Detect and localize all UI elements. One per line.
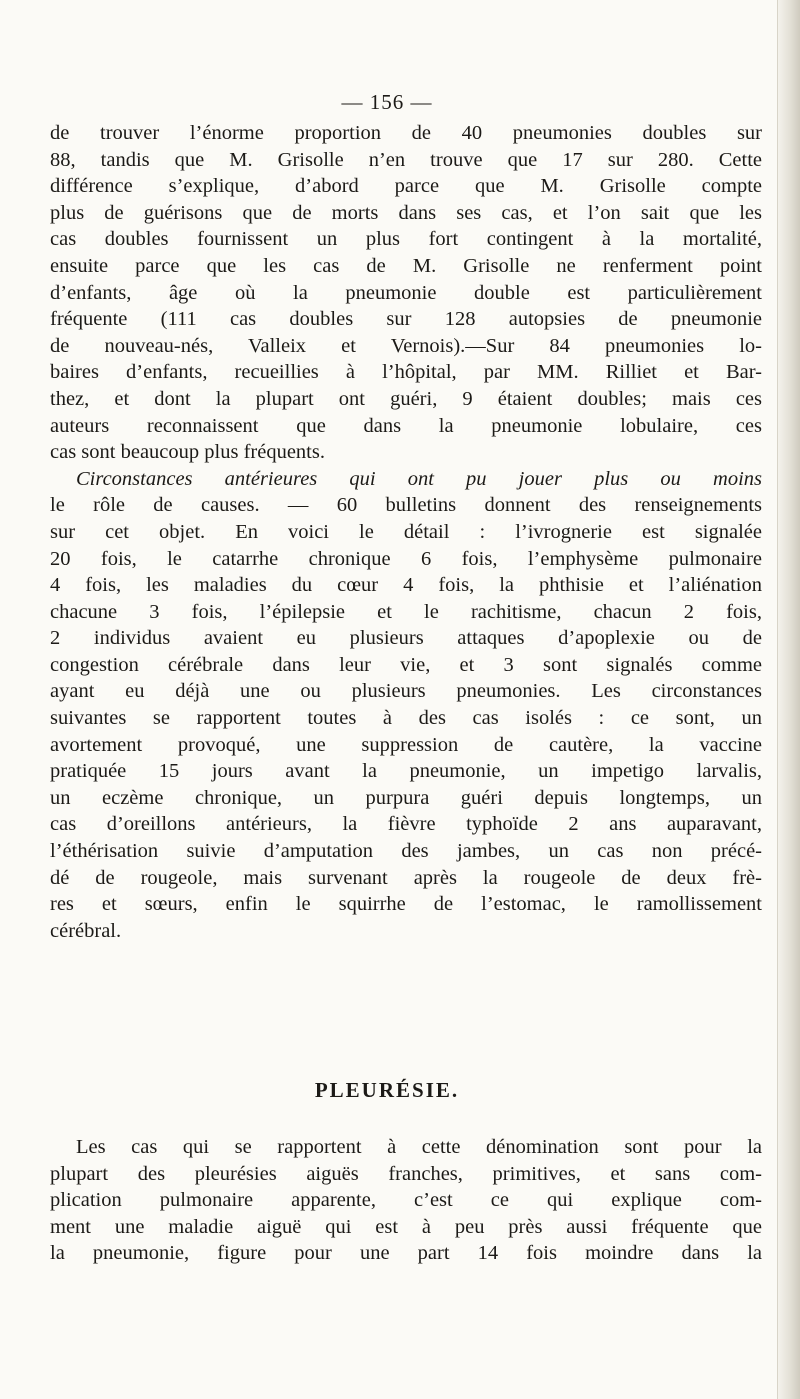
text-line: d’enfants, âge où la pneumonie double est particulièrement xyxy=(50,281,762,304)
text-line: auteurs reconnaissent que dans la pneumonie lobulaire, ces xyxy=(50,414,762,437)
section-text xyxy=(50,1134,762,1267)
italic-heading: Circonstances antérieures qui ont pu jouer plus ou moins xyxy=(76,467,762,490)
text-line: 4 fois, les maladies du cœur 4 fois, la phthisie et l’aliénation xyxy=(50,574,762,597)
page-number: — 156 — xyxy=(341,90,433,114)
text-line: ment une maladie aiguë qui est à peu près aussi fréquente que xyxy=(50,1215,762,1238)
text-line: plication pulmonaire apparente, c’est ce qui explique com- xyxy=(50,1189,762,1212)
text-line: pratiquée 15 jours avant la pneumonie, un impetigo larvalis, xyxy=(50,760,762,783)
text-line: 20 fois, le catarrhe chronique 6 fois, l’emphysème pulmonaire xyxy=(50,547,762,570)
text-line: dé de rougeole, mais survenant après la rougeole de deux frè- xyxy=(50,866,762,889)
text-line: suivantes se rapportent toutes à des cas isolés : ce sont, un xyxy=(50,707,762,730)
paragraph-3 xyxy=(50,1134,762,1267)
text-line: baires d’enfants, recueillies à l’hôpital, par MM. Rilliet et Bar- xyxy=(50,361,762,384)
text-line: fréquente (111 cas doubles sur 128 autopsies de pneumonie xyxy=(50,308,762,331)
paragraph-2 xyxy=(50,466,762,945)
text-line: sur cet objet. En voici le détail : l’ivrognerie est signalée xyxy=(50,520,762,543)
main-text xyxy=(50,120,762,944)
text-line: congestion cérébrale dans leur vie, et 3 sont signalés comme xyxy=(50,653,762,676)
text-line: Les cas qui se rapportent à cette dénomination sont pour la xyxy=(76,1136,762,1158)
text-line: plus de guérisons que de morts dans ses cas, et l’on sait que les xyxy=(50,201,762,224)
text-line: 88, tandis que M. Grisolle n’en trouve que 17 sur 280. Cette xyxy=(50,148,762,171)
page-edge xyxy=(777,0,800,1399)
text-line: cas doubles fournissent un plus fort contingent à la mortalité, xyxy=(50,228,762,251)
text-line: différence s’explique, d’abord parce que M. Grisolle compte xyxy=(50,175,762,198)
text-line: cas sont beaucoup plus fréquents. xyxy=(50,441,325,464)
text-line: 2 individus avaient eu plusieurs attaques d’apoplexie ou de xyxy=(50,627,762,650)
text-line: ayant eu déjà une ou plusieurs pneumonies. Les circonstances xyxy=(50,680,762,703)
text-line-italic-lead xyxy=(50,466,762,493)
text-line: thez, et dont la plupart ont guéri, 9 étaient doubles; mais ces xyxy=(50,387,762,410)
text-line: la pneumonie, figure pour une part 14 fois moindre dans la xyxy=(50,1242,762,1265)
text-line: cérébral. xyxy=(50,919,122,942)
paragraph-1 xyxy=(50,120,762,466)
text-line: chacune 3 fois, l’épilepsie et le rachitisme, chacun 2 fois, xyxy=(50,600,762,623)
text-line: de nouveau-nés, Valleix et Vernois).—Sur 84 pneumonies lo- xyxy=(50,334,762,357)
text-line: le rôle de causes. — 60 bulletins donnent des renseignements xyxy=(50,494,762,517)
text-line: l’éthérisation suivie d’amputation des jambes, un cas non précé- xyxy=(50,840,762,863)
text-line: cas d’oreillons antérieurs, la fièvre typhoïde 2 ans auparavant, xyxy=(50,813,762,836)
section-heading: PLEURÉSIE. xyxy=(314,1078,460,1102)
text-line: plupart des pleurésies aiguës franches, primitives, et sans com- xyxy=(50,1162,762,1185)
text-line: un eczème chronique, un purpura guéri depuis longtemps, un xyxy=(50,786,762,809)
text-line: de trouver l’énorme proportion de 40 pneumonies doubles sur xyxy=(50,122,762,144)
text-line: res et sœurs, enfin le squirrhe de l’estomac, le ramollissement xyxy=(50,893,762,916)
text-line: ensuite parce que les cas de M. Grisolle ne renferment point xyxy=(50,254,762,277)
text-line: avortement provoqué, une suppression de cautère, la vaccine xyxy=(50,733,762,756)
